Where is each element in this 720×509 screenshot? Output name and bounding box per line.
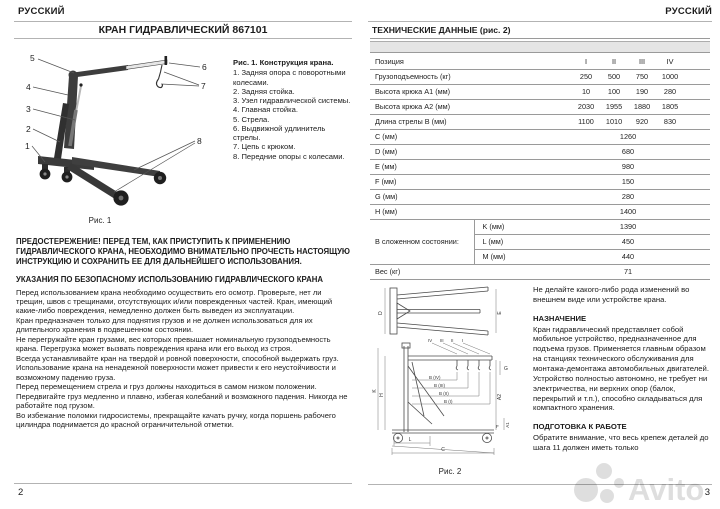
table-row-position <box>370 54 710 69</box>
label-k: K <box>372 389 378 393</box>
label-f: F <box>496 424 499 429</box>
fig2-caption: Рис. 2 <box>438 467 462 476</box>
fig2-dimension-diagram <box>372 282 510 464</box>
safety-paragraph: Кран предназначен только для поднятия грузов и не должен использоваться для их длительного хранения в подвешенном состоянии. <box>16 315 313 335</box>
table-row-d <box>370 144 710 159</box>
fig2-plan-view <box>390 287 488 335</box>
row-label: D (мм) <box>370 144 572 159</box>
legend-item-4: 4. Главная стойка. <box>233 105 298 115</box>
label-b3: B (III) <box>434 383 445 388</box>
cell-value: 280 <box>656 84 684 99</box>
cell-value: 440 <box>572 249 684 264</box>
purpose-heading: НАЗНАЧЕНИЕ <box>533 313 587 323</box>
cell-value: 100 <box>600 84 628 99</box>
cell-value: 1100 <box>572 114 600 129</box>
table-row-weight <box>370 264 710 279</box>
weight-label: Вес (кг) <box>370 264 572 279</box>
cell-value: 250 <box>572 69 600 84</box>
cell-value: 10 <box>572 84 600 99</box>
cell-value: 280 <box>572 189 684 204</box>
table-row-hook-a2 <box>370 99 710 114</box>
crane-hook <box>157 79 163 88</box>
fig1-caption: Рис. 1 <box>88 216 112 225</box>
callout-5: 5 <box>30 53 35 63</box>
fig1-leader-lines <box>32 59 200 192</box>
label-pos-iii: III <box>440 338 444 343</box>
caster-hub-2 <box>65 175 68 178</box>
label-l: L <box>408 437 412 443</box>
safety-paragraph: Перед перемещением стрела и груз должны находиться в самом низком положении. Передвигайте груз медленно и плавно, избегая колебаний и возможного падения. Никогда не работайте под грузом. <box>16 382 348 411</box>
cell-value: 1260 <box>572 129 684 144</box>
legend-item-2: 2. Задняя стойка. <box>233 86 295 96</box>
callout-1: 1 <box>25 141 30 151</box>
row-label: G (мм) <box>370 189 572 204</box>
row-label: Грузоподъемность (кг) <box>370 69 572 84</box>
cell-value: 2030 <box>572 99 600 114</box>
label-b1: B (I) <box>444 399 453 404</box>
label-h: H <box>379 393 385 397</box>
label-a2: A2 <box>497 393 503 401</box>
cell-value: 1400 <box>572 204 684 219</box>
table-row-capacity <box>370 69 710 84</box>
position-col-3: III <box>628 54 656 69</box>
crane-boom-pin <box>165 56 168 65</box>
fig1-legend-title: Рис. 1. Конструкция крана. <box>233 58 334 67</box>
crane-pivot <box>69 71 78 80</box>
label-b4: B (IV) <box>429 375 441 380</box>
safety-paragraph: Не перегружайте кран грузами, вес которых превышает номинальную грузоподъемность крана. Перегрузка может вызвать повреждения крана или его выход из строя. <box>16 334 331 354</box>
cell-value: 190 <box>628 84 656 99</box>
label-g: G <box>504 366 508 372</box>
legend-item-6: 6. Выдвижной удлинитель стрелы. <box>233 123 326 142</box>
label-a1: A1 <box>505 422 510 428</box>
page-right-language-header: РУССКИЙ <box>665 6 712 17</box>
callout-2: 2 <box>26 124 31 134</box>
callout-6: 6 <box>202 62 207 72</box>
fig1-legend <box>233 58 352 161</box>
table-title: ТЕХНИЧЕСКИЕ ДАННЫЕ (рис. 2) <box>372 25 511 35</box>
page-left-language-header: РУССКИЙ <box>18 6 65 17</box>
callout-4: 4 <box>26 82 31 92</box>
label-pos-iv: IV <box>428 338 433 343</box>
table-row-h <box>370 204 710 219</box>
label-pos-ii: II <box>451 338 454 343</box>
position-label: Позиция <box>370 54 572 69</box>
row-label: Высота крюка A2 (мм) <box>370 99 572 114</box>
row-label: F (мм) <box>370 174 572 189</box>
cell-value: 830 <box>656 114 684 129</box>
table-row-hook-a1 <box>370 84 710 99</box>
cell-value: 920 <box>628 114 656 129</box>
legend-item-3: 3. Узел гидравлической системы. <box>233 96 351 105</box>
cell-value: 980 <box>572 159 684 174</box>
safety-heading: УКАЗАНИЯ ПО БЕЗОПАСНОМУ ИСПОЛЬЗОВАНИЮ ГИДРАВЛИЧЕСКОГО КРАНА <box>16 275 323 285</box>
prep-paragraph: Обратите внимание, что весь крепеж деталей до шага 11 должен иметь только <box>533 433 709 453</box>
cell-value: 450 <box>572 234 684 249</box>
position-col-4: IV <box>656 54 684 69</box>
callout-3: 3 <box>26 104 31 114</box>
fig1-crane-illustration <box>14 46 226 216</box>
label-e: E <box>497 311 503 315</box>
callout-8: 8 <box>197 136 202 146</box>
leg-hub-left <box>119 196 124 201</box>
caster-hub-1 <box>43 172 46 175</box>
purpose-paragraph: Кран гидравлический представляет собой мобильное устройство, предназначенное для подъема грузов. Применяется главным образом на станциях технического обслуживания для монтажа-демонтажа автомобильных двигателей. Устройство полностью автономно, не требует ни электричества, ни верхних опор (балок, перекрытий и т.п.), способно складываться для компактного хранения. <box>533 324 709 413</box>
crane-boom <box>70 65 128 78</box>
legend-item-8: 8. Передние опоры с колесами. <box>233 151 345 161</box>
footer-rule-left <box>14 483 352 484</box>
page-number-left: 2 <box>18 487 24 498</box>
page-number-right: 3 <box>704 487 710 498</box>
cell-value: 1955 <box>600 99 628 114</box>
right-text-column <box>533 285 713 453</box>
cell-value: 1805 <box>656 99 684 114</box>
position-col-2: II <box>600 54 628 69</box>
cell-value: 1880 <box>628 99 656 114</box>
table-row-g <box>370 189 710 204</box>
weight-value: 71 <box>572 264 684 279</box>
label-pos-i: I <box>462 338 464 343</box>
legend-item-5: 5. Стрела. <box>233 114 270 124</box>
cell-value: 750 <box>628 69 656 84</box>
row-label: K (мм) <box>474 219 572 234</box>
note-paragraph: Не делайте какого-либо рода изменений во внешнем виде или устройстве крана. <box>533 285 690 304</box>
cell-value: 500 <box>600 69 628 84</box>
avito-watermark-text: Avito <box>628 472 705 507</box>
prep-heading: ПОДГОТОВКА К РАБОТЕ <box>533 422 627 432</box>
table-row-f <box>370 174 710 189</box>
position-col-1: I <box>572 54 600 69</box>
table-title-rule <box>370 38 710 39</box>
document-title: КРАН ГИДРАВЛИЧЕСКИЙ 867101 <box>98 24 268 36</box>
fig2-labels <box>372 311 510 453</box>
folded-state-label: В сложенном состоянии: <box>370 219 474 264</box>
header-rule-right <box>368 21 712 22</box>
header-rule-left <box>14 21 352 22</box>
table-row-folded-k <box>370 219 710 234</box>
title-rule-left <box>14 38 352 39</box>
technical-data-table <box>370 54 710 280</box>
cell-value: 1010 <box>600 114 628 129</box>
crane-chain <box>159 65 163 79</box>
row-label: C (мм) <box>370 129 572 144</box>
cell-value: 1000 <box>656 69 684 84</box>
safety-paragraph: Перед использованием крана необходимо осуществить его осмотр. Проверьте, нет ли трещин, швов с трещинами, отсутствующих и/или поврежденных частей. Кран, имеющий какие-либо повреждения, немедленно должен быть выведен из эксплуатации. <box>16 287 333 316</box>
avito-watermark <box>572 458 720 509</box>
legend-item-7: 7. Цепь с крюком. <box>233 142 296 152</box>
row-label: M (мм) <box>474 249 572 264</box>
crane-cylinder-pin <box>79 83 82 86</box>
cell-value: 150 <box>572 174 684 189</box>
row-label: Длина стрелы B (мм) <box>370 114 572 129</box>
cell-value: 680 <box>572 144 684 159</box>
row-label: E (мм) <box>370 159 572 174</box>
table-row-c <box>370 129 710 144</box>
left-text-column <box>16 237 352 430</box>
cell-value: 1390 <box>572 219 684 234</box>
label-c: C <box>441 447 445 453</box>
legend-item-1: 1. Задняя опора с поворотными колесами. <box>233 68 346 87</box>
table-row-e <box>370 159 710 174</box>
avito-logo-icon <box>574 463 624 503</box>
leg-hub-right <box>158 176 162 180</box>
label-d: D <box>378 311 384 315</box>
label-b2: B (II) <box>439 391 449 396</box>
row-label: L (мм) <box>474 234 572 249</box>
table-gray-band <box>370 41 710 53</box>
safety-paragraph: Во избежание поломки гидросистемы, прекращайте качать ручку, когда поршень рабочего цилиндра поднимается до красной ограничительной отметки. <box>16 410 336 430</box>
row-label: H (мм) <box>370 204 572 219</box>
warning-paragraph: ПРЕДОСТЕРЕЖЕНИЕ! ПЕРЕД ТЕМ, КАК ПРИСТУПИТЬ К ПРИМЕНЕНИЮ ГИДРАВЛИЧЕСКОГО КРАНА, НЕОБХОДИМО ВНИМАТЕЛЬНО ПРОЧЕСТЬ НАСТОЯЩУЮ ИНСТРУКЦИЮ И СОХРАНИТЬ ЕЕ ДЛЯ ДАЛЬНЕЙШЕГО ИСПОЛЬЗОВАНИЯ. <box>16 237 350 267</box>
table-row-boom-length <box>370 114 710 129</box>
safety-paragraph: Всегда устанавливайте кран на твердой и ровной поверхности, способной выдержать груз. Использование крана на ненадежной поверхности может привести к его неустойчивости и возможному падению груза. <box>16 353 339 382</box>
row-label: Высота крюка A1 (мм) <box>370 84 572 99</box>
callout-7: 7 <box>201 81 206 91</box>
